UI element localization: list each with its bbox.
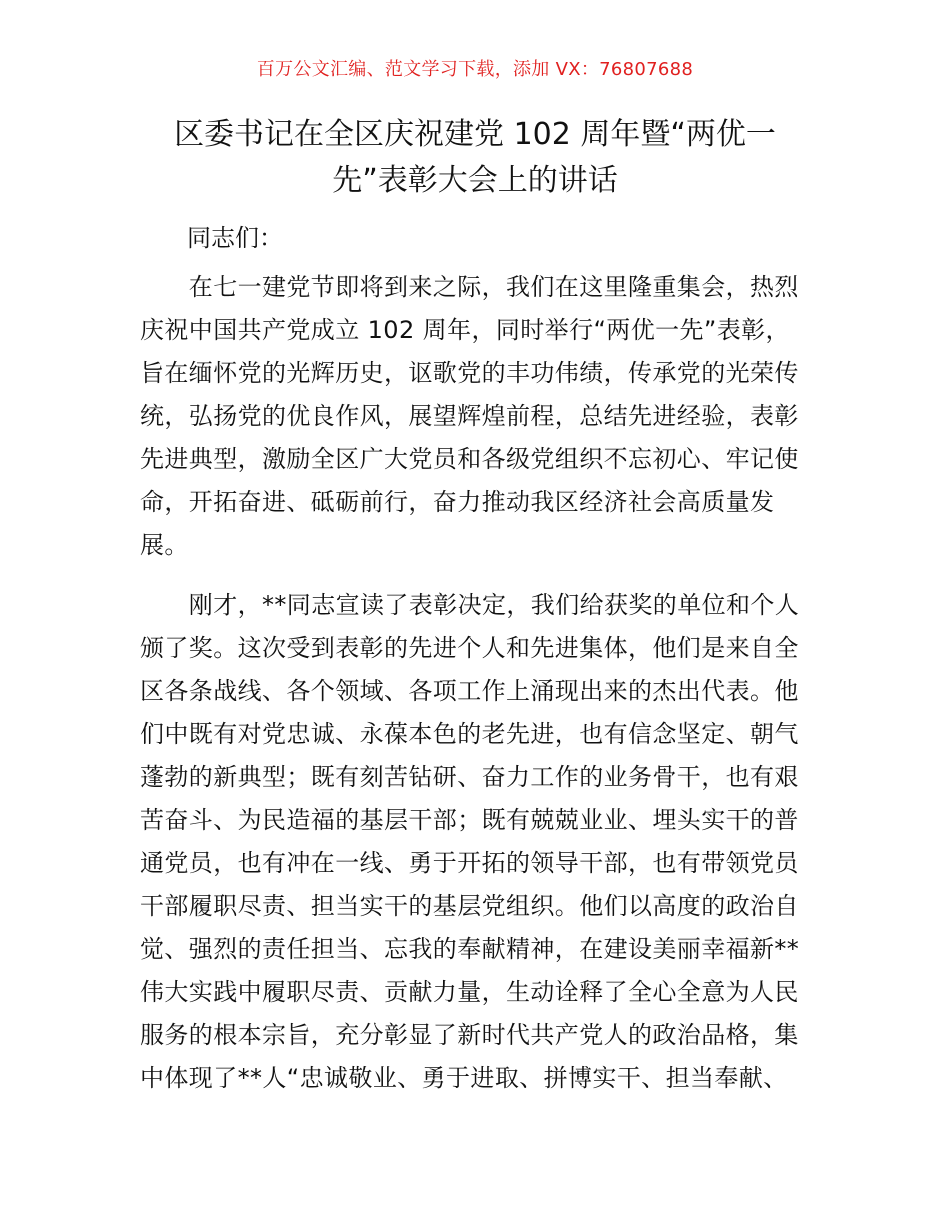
paragraph-line: 区各条战线、各个领域、各项工作上涌现出来的杰出代表。他 [140, 677, 799, 705]
paragraph-line: 在七一建党节即将到来之际，我们在这里隆重集会，热烈 [140, 273, 799, 301]
paragraph-line: 觉、强烈的责任担当、忘我的奉献精神，在建设美丽幸福新** [140, 935, 800, 963]
paragraph-line: 服务的根本宗旨，充分彰显了新时代共产党人的政治品格，集 [140, 1021, 799, 1049]
paragraph-line: 统，弘扬党的优良作风，展望辉煌前程，总结先进经验，表彰 [140, 402, 799, 430]
title-line: 区委书记在全区庆祝建党 102 周年暨“两优一 [174, 117, 776, 152]
paragraph-line: 们中既有对党忠诚、永葆本色的老先进，也有信念坚定、朝气 [140, 720, 799, 748]
paragraph-line: 干部履职尽责、担当实干的基层党组织。他们以高度的政治自 [140, 892, 799, 920]
paragraph-line: 刚才，**同志宣读了表彰决定，我们给获奖的单位和个人 [140, 591, 800, 619]
document-title [140, 112, 810, 204]
paragraph-line: 颁了奖。这次受到表彰的先进个人和先进集体，他们是来自全 [140, 634, 799, 662]
paragraph-line: 旨在缅怀党的光辉历史，讴歌党的丰功伟绩，传承党的光荣传 [140, 359, 799, 387]
paragraph-line: 中体现了**人“忠诚敬业、勇于进取、拼博实干、担当奉献、 [140, 1064, 788, 1092]
paragraph-line: 伟大实践中履职尽责、贡献力量，生动诠释了全心全意为人民 [140, 978, 799, 1006]
title-line: 先”表彰大会上的讲话 [332, 163, 618, 198]
header-banner: 百万公文汇编、范文学习下载，添加 VX：76807688 [256, 59, 694, 80]
paragraph-line: 先进典型，激励全区广大党员和各级党组织不忘初心、牢记使 [140, 445, 799, 473]
paragraph [140, 584, 812, 1100]
paragraph [140, 266, 812, 567]
salutation: 同志们： [187, 224, 283, 252]
paragraph-line: 命，开拓奋进、砥砺前行，奋力推动我区经济社会高质量发 [140, 488, 775, 516]
paragraph-line: 苦奋斗、为民造福的基层干部；既有兢兢业业、埋头实干的普 [140, 806, 799, 834]
paragraph-line: 蓬勃的新典型；既有刻苦钻研、奋力工作的业务骨干，也有艰 [140, 763, 799, 791]
paragraph-line: 通党员，也有冲在一线、勇于开拓的领导干部，也有带领党员 [140, 849, 799, 877]
paragraph-line: 庆祝中国共产党成立 102 周年，同时举行“两优一先”表彰， [140, 316, 790, 344]
paragraph-line: 展。 [140, 531, 189, 559]
